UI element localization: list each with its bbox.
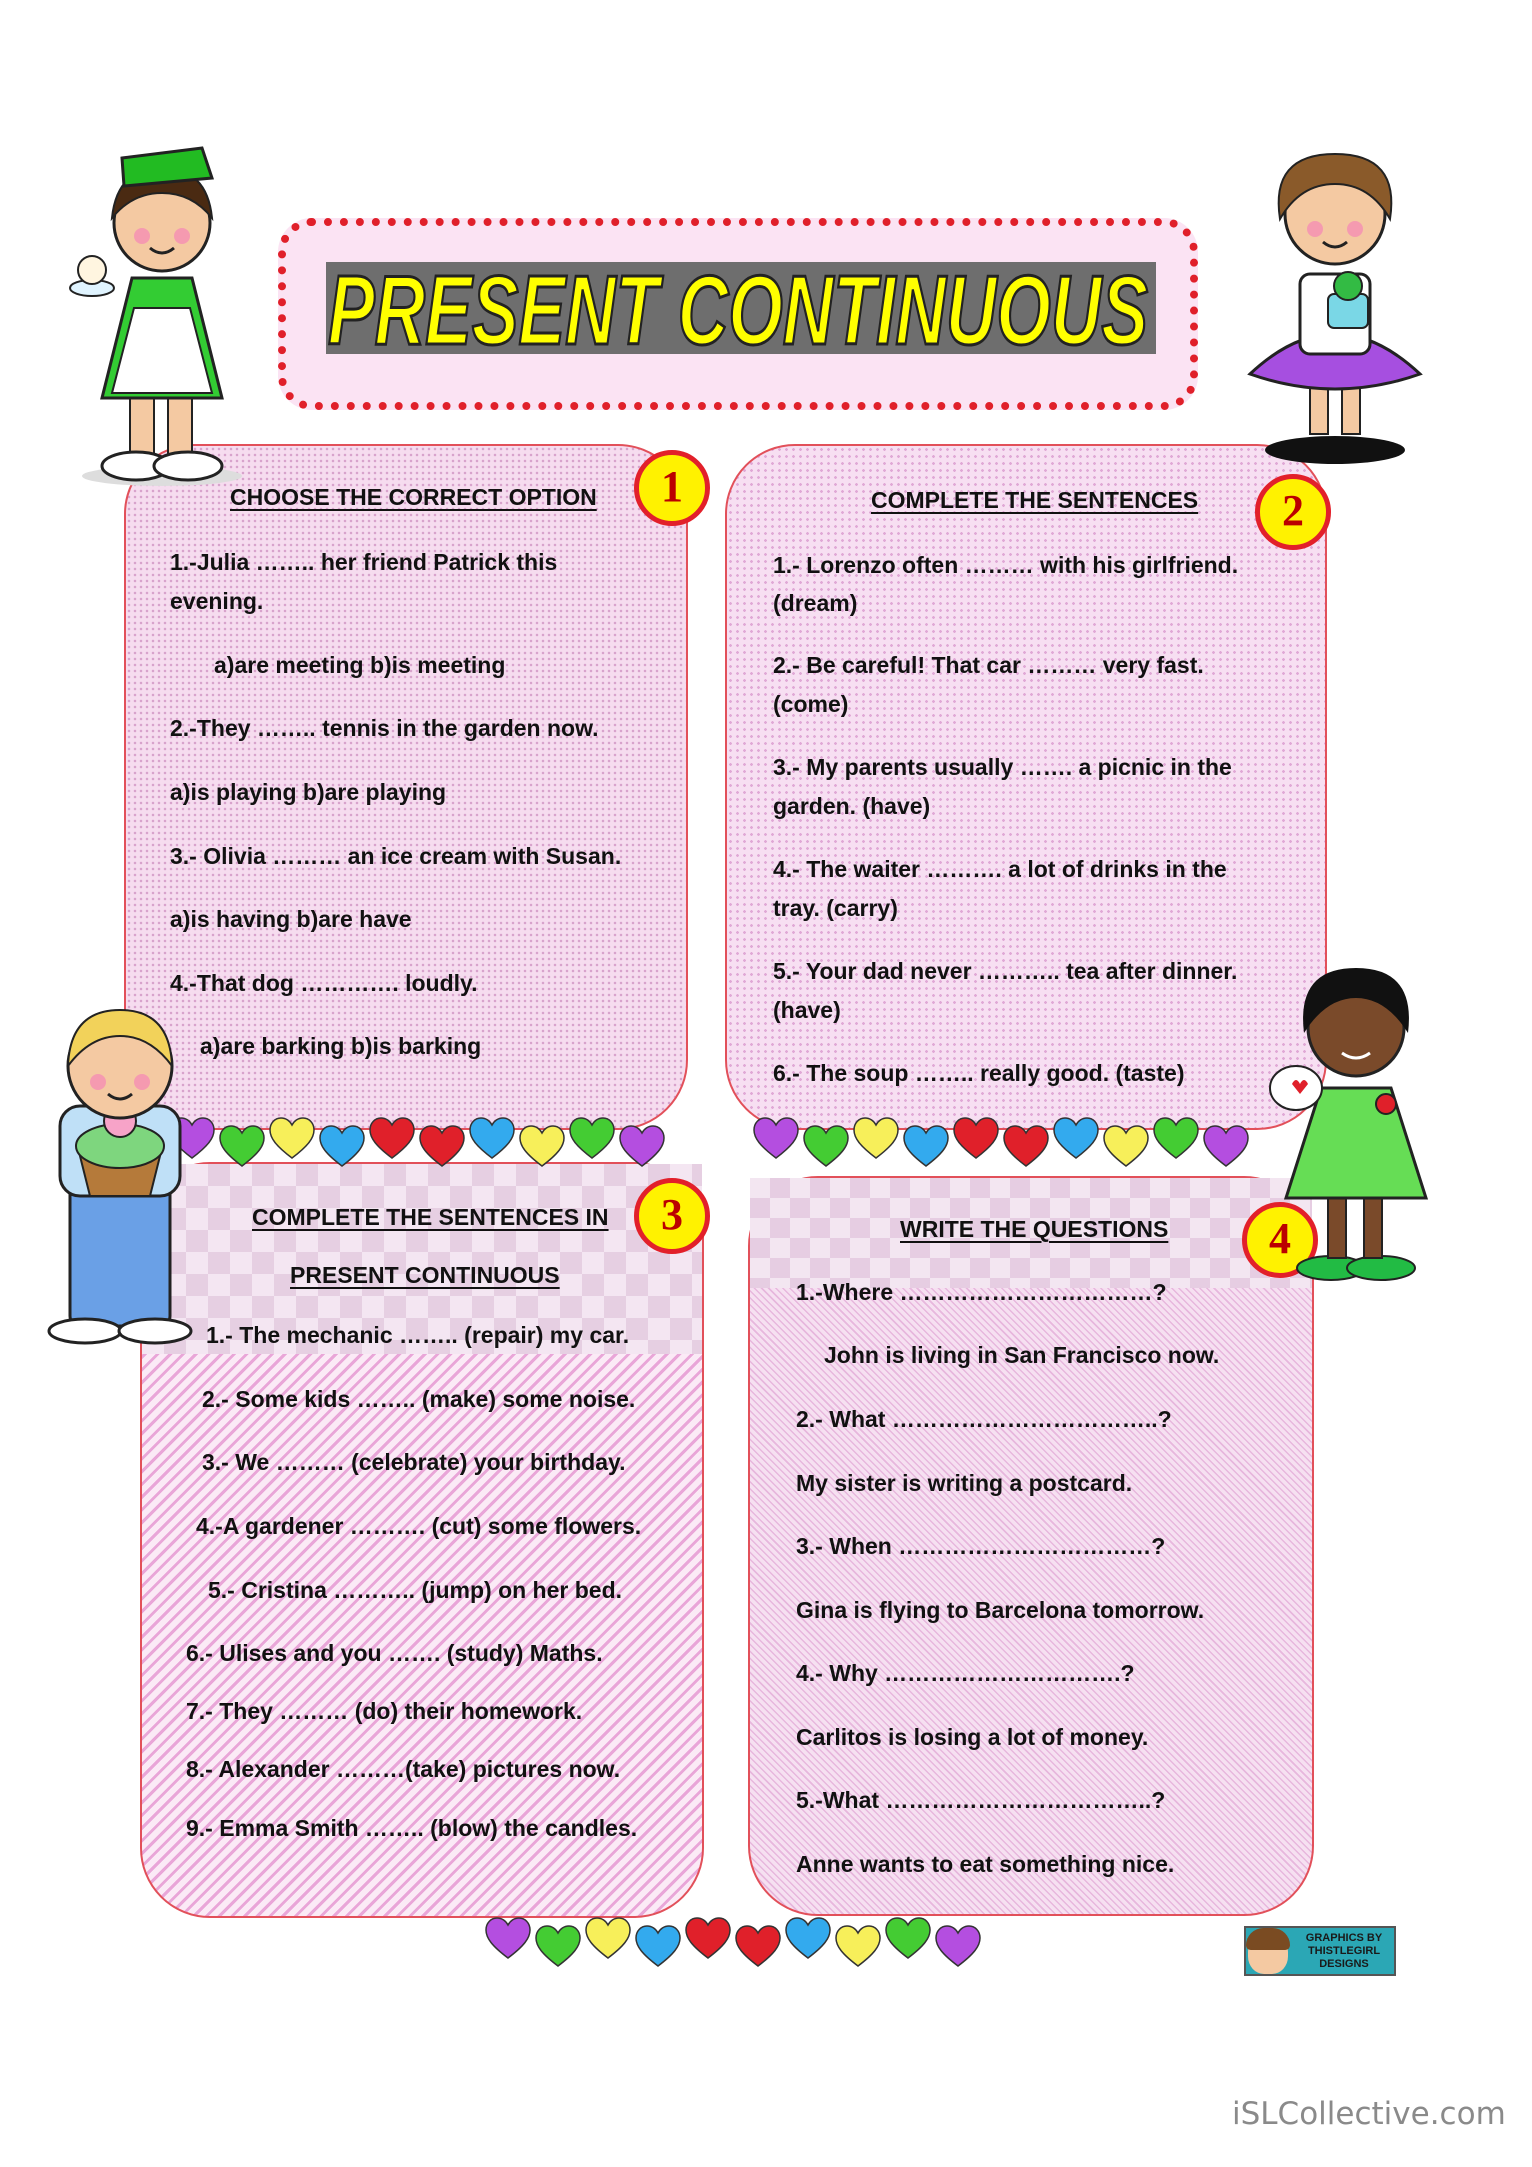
answer-sentence: Anne wants to eat something nice. [796, 1851, 1175, 1877]
title-banner [278, 218, 1198, 410]
exercise-line: 1.-Julia …….. her friend Patrick this [170, 549, 558, 575]
section-4-heading: WRITE THE QUESTIONS [900, 1216, 1169, 1242]
cupcake-boy-icon [40, 996, 200, 1346]
exercise-line: 7.- They ……… (do) their homework. [186, 1698, 583, 1724]
section-3-heading-line-1: COMPLETE THE SENTENCES IN [252, 1204, 609, 1230]
heart-icon [536, 1926, 580, 1970]
exercise-line: 9.- Emma Smith …….. (blow) the candles. [186, 1815, 638, 1841]
panel-present-continuous [140, 1162, 704, 1918]
section-2-badge: 2 [1255, 474, 1331, 550]
exercise-line: (dream) [773, 590, 858, 616]
answer-sentence: Carlitos is losing a lot of money. [796, 1724, 1149, 1750]
exercise-line: 3.- My parents usually ……. a picnic in the [773, 754, 1232, 780]
heart-icon [220, 1126, 264, 1170]
heart-icon [520, 1126, 564, 1170]
exercise-line: 1.- The mechanic …….. (repair) my car. [206, 1322, 630, 1348]
heart-icon [786, 1918, 830, 1962]
exercise-line: 6.- The soup …….. really good. (taste) [773, 1060, 1185, 1086]
exercise-line: 3.- We ……… (celebrate) your birthday. [202, 1449, 626, 1475]
heart-icon [270, 1118, 314, 1162]
exercise-line: garden. (have) [773, 793, 931, 819]
waitress-girl-icon [72, 138, 252, 488]
answer-options: a)are barking b)is barking [200, 1033, 482, 1059]
credit-line: GRAPHICS BY [1305, 1932, 1383, 1944]
graphics-credit-logo [1244, 1926, 1396, 1976]
section-3-heading-line-2: PRESENT CONTINUOUS [290, 1262, 560, 1288]
logo-hair-icon [1246, 1928, 1290, 1950]
exercise-line: 5.- Your dad never ……….. tea after dinner. [773, 958, 1238, 984]
section-4-badge: 4 [1242, 1202, 1318, 1278]
heart-icon [570, 1118, 614, 1162]
exercise-line: 4.- Why ………………………….? [796, 1660, 1135, 1686]
exercise-line: 2.- Some kids …….. (make) some noise. [202, 1386, 636, 1412]
exercise-line: 1.- Lorenzo often ……… with his girlfriend. [773, 552, 1239, 578]
exercise-line: 5.-What ……………………………..? [796, 1787, 1166, 1813]
section-2-heading: COMPLETE THE SENTENCES [871, 487, 1199, 513]
heart-icon [320, 1126, 364, 1170]
teapot-girl-icon [1266, 958, 1436, 1280]
heart-icon [804, 1126, 848, 1170]
heart-icon [370, 1118, 414, 1162]
exercise-line: 4.-That dog …………. loudly. [170, 970, 478, 996]
panel-write-questions [748, 1176, 1314, 1916]
exercise-line: 6.- Ulises and you ……. (study) Maths. [186, 1640, 603, 1666]
heart-icon [936, 1926, 980, 1970]
heart-icon [854, 1118, 898, 1162]
credit-line: DESIGNS [1319, 1958, 1369, 1970]
answer-sentence: Gina is flying to Barcelona tomorrow. [796, 1597, 1205, 1623]
heart-icon [1004, 1126, 1048, 1170]
exercise-line: 3.- When ……………………………? [796, 1533, 1166, 1559]
heart-icon [954, 1118, 998, 1162]
heart-icon [886, 1918, 930, 1962]
heart-icon [1104, 1126, 1148, 1170]
section-1-badge: 1 [634, 450, 710, 526]
heart-icon [836, 1926, 880, 1970]
credit-line: THISTLEGIRL [1307, 1945, 1381, 1957]
heart-icon [736, 1926, 780, 1970]
section-3-badge: 3 [634, 1178, 710, 1254]
heart-icon [620, 1126, 664, 1170]
heart-icon [1154, 1118, 1198, 1162]
heart-icon [1054, 1118, 1098, 1162]
exercise-line: 5.- Cristina ……….. (jump) on her bed. [208, 1577, 623, 1603]
exercise-line: 4.-A gardener ………. (cut) some flowers. [196, 1513, 642, 1539]
exercise-line: (have) [773, 997, 841, 1023]
answer-options: a)is playing b)are playing [170, 779, 447, 805]
answer-options: a)is having b)are have [170, 906, 412, 932]
heart-icon [420, 1126, 464, 1170]
exercise-line: 2.-They …….. tennis in the garden now. [170, 715, 599, 741]
page-title: PRESENT CONTINUOUS [328, 255, 1148, 365]
heart-icon [754, 1118, 798, 1162]
exercise-line: 8.- Alexander ………(take) pictures now. [186, 1756, 621, 1782]
exercise-line: 2.- What ……………………………..? [796, 1406, 1172, 1432]
answer-sentence: My sister is writing a postcard. [796, 1470, 1133, 1496]
section-1-heading: CHOOSE THE CORRECT OPTION [230, 484, 597, 510]
watermark: iSLCollective.com [1232, 2096, 1506, 2132]
exercise-line: 4.- The waiter ………. a lot of drinks in the [773, 856, 1227, 882]
exercise-line: evening. [170, 588, 264, 614]
answer-sentence: John is living in San Francisco now. [824, 1342, 1220, 1368]
heart-icon [904, 1126, 948, 1170]
panel-complete-sentences [725, 444, 1327, 1130]
exercise-line: tray. (carry) [773, 895, 898, 921]
title-graphic [286, 226, 1190, 402]
heart-icon [470, 1118, 514, 1162]
exercise-line: 3.- Olivia ……… an ice cream with Susan. [170, 843, 622, 869]
heart-icon [486, 1918, 530, 1962]
heart-icon [1204, 1126, 1248, 1170]
exercise-line: (come) [773, 691, 849, 717]
heart-icon [586, 1918, 630, 1962]
heart-icon [636, 1926, 680, 1970]
ice-cream-girl-icon [1240, 134, 1430, 464]
heart-icon [686, 1918, 730, 1962]
answer-options: a)are meeting b)is meeting [214, 652, 506, 678]
exercise-line: 1.-Where ……………………………? [796, 1279, 1167, 1305]
panel-choose-option [124, 444, 688, 1130]
exercise-line: 2.- Be careful! That car ……… very fast. [773, 652, 1204, 678]
graphics-credit-text [1292, 1932, 1396, 1971]
